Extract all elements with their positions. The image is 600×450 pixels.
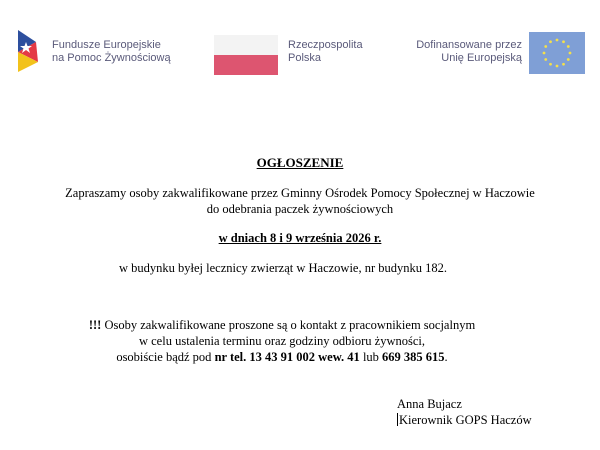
eu-star-icon [562, 40, 565, 43]
exclamation-marks: !!! [88, 318, 102, 332]
fe-line-1: Fundusze Europejskie [52, 39, 161, 51]
fundusze-logo-text [52, 39, 171, 65]
contact-text-3c: . [444, 350, 448, 364]
eu-star-icon [569, 52, 572, 55]
contact-line-2: w celu ustalenia terminu oraz godziny odbioru żywności, [138, 334, 426, 348]
phone-number-2: 669 385 615 [382, 350, 445, 364]
location-line: w budynku byłej lecznicy zwierząt w Haczowie, nr budynku 182. [118, 261, 448, 275]
contact-line-1 [0, 317, 582, 333]
phone-number-1: nr tel. 13 43 91 002 wew. 41 [214, 350, 360, 364]
fe-line-2: na Pomoc Żywnościową [52, 52, 171, 64]
rp-line-2: Polska [288, 52, 322, 64]
signature-role-line[interactable] [397, 412, 532, 428]
text-cursor [397, 413, 398, 426]
eu-star-icon [544, 45, 547, 48]
ue-line-2: Unię Europejską [441, 52, 522, 64]
flag-white-stripe [214, 35, 278, 55]
eu-star-icon [549, 63, 552, 66]
contact-text-3b: lub [359, 350, 383, 364]
contact-text-3a: osobiście bądź pod [116, 350, 215, 364]
flag-red-stripe [214, 55, 278, 75]
eu-star-icon [567, 58, 570, 61]
invitation-line-2: do odebrania paczek żywnościowych [206, 202, 394, 216]
logo-bar [0, 24, 600, 84]
contact-line-3 [0, 349, 582, 365]
eu-star-icon [556, 65, 559, 68]
ue-line-1: Dofinansowane przez [416, 39, 522, 51]
eu-star-icon [543, 52, 546, 55]
dates-line: w dniach 8 i 9 września 2026 r. [218, 231, 382, 245]
rzeczpospolita-text [288, 39, 363, 65]
eu-funding-text [416, 39, 522, 65]
eu-star-icon [556, 39, 559, 42]
rp-line-1: Rzeczpospolita [288, 39, 363, 51]
polish-flag-icon [214, 35, 278, 75]
eu-star-icon [567, 45, 570, 48]
eu-star-icon [544, 58, 547, 61]
signature-role: Kierownik GOPS Haczów [399, 413, 532, 427]
invitation-line-1: Zapraszamy osoby zakwalifikowane przez Gminny Ośrodek Pomocy Społecznej w Haczowie [65, 186, 535, 200]
fundusze-europejskie-logo [16, 28, 46, 74]
eu-star-icon [562, 63, 565, 66]
signature-name: Anna Bujacz [397, 397, 462, 411]
eu-star-icon [549, 40, 552, 43]
eu-flag-icon [529, 32, 585, 74]
notice-title: OGŁOSZENIE [256, 155, 344, 170]
contact-text-1: Osoby zakwalifikowane proszone są o kontakt z pracownikiem socjalnym [101, 318, 476, 332]
